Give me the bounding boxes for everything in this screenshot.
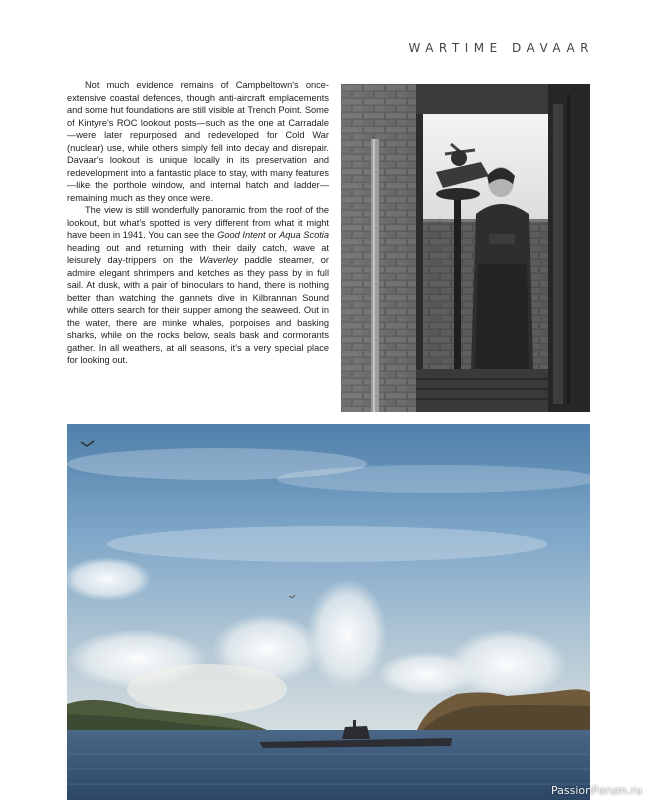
submarine-sound-photo xyxy=(67,424,590,800)
paragraph-1: Not much evidence remains of Campbeltown's once-extensive coastal defences, though anti-aircraft emplacements and some hut foundations are still visible at Trench Point. Some of Kintyre's ROC lookout posts—such as the one at Carradale—were later repurposed and redeveloped for Cold War (nuclear) use, while others simply fell into decay and disrepair. Davaar's lookout is unique locally in its preservation and redevelopment into a fantastic place to stay, with many features—like the porthole window, and internal hatch and ladder—remaining much as they once were. xyxy=(67,80,329,203)
article-body xyxy=(67,79,329,367)
paragraph-2-text-a: The view is still wonderfully panoramic from the roof of the lookout, but what's spotted is very different from what it might have been in 1941. You can see the xyxy=(67,205,329,240)
lookout-photo-graphic xyxy=(341,84,590,412)
submarine-photo-graphic xyxy=(67,424,590,800)
paragraph-2 xyxy=(67,204,329,367)
paragraph-2-text-c: paddle steamer, or admire elegant shrimpers and ketches as they pass by in full sail. At dusk, with a pair of binoculars to hand, there is nothing better than watching the gannets dive in Kilbrannan Sound while otters search for their supper among the seaweed. Out in the water, there are minke whales, porpoises and basking sharks, while on the rocks below, seals bask and cormorants gather. In all weathers, at all seasons, it's a very special place for looking out. xyxy=(67,255,329,365)
ship-name-waverley: Waverley xyxy=(199,255,238,265)
watermark: PassionForum.ru xyxy=(551,784,642,797)
lookout-observer-photo xyxy=(341,84,590,412)
ship-name-good-intent: Good Intent xyxy=(217,230,266,240)
paragraph-2-text-b: heading out and returning with their daily catch, wave at leisurely day-trippers on the xyxy=(67,242,329,265)
running-header: WARTIME DAVAAR xyxy=(408,41,594,55)
paragraph-2-or: or xyxy=(265,230,280,240)
ship-name-aqua-scotia: Aqua Scotia xyxy=(279,230,330,240)
